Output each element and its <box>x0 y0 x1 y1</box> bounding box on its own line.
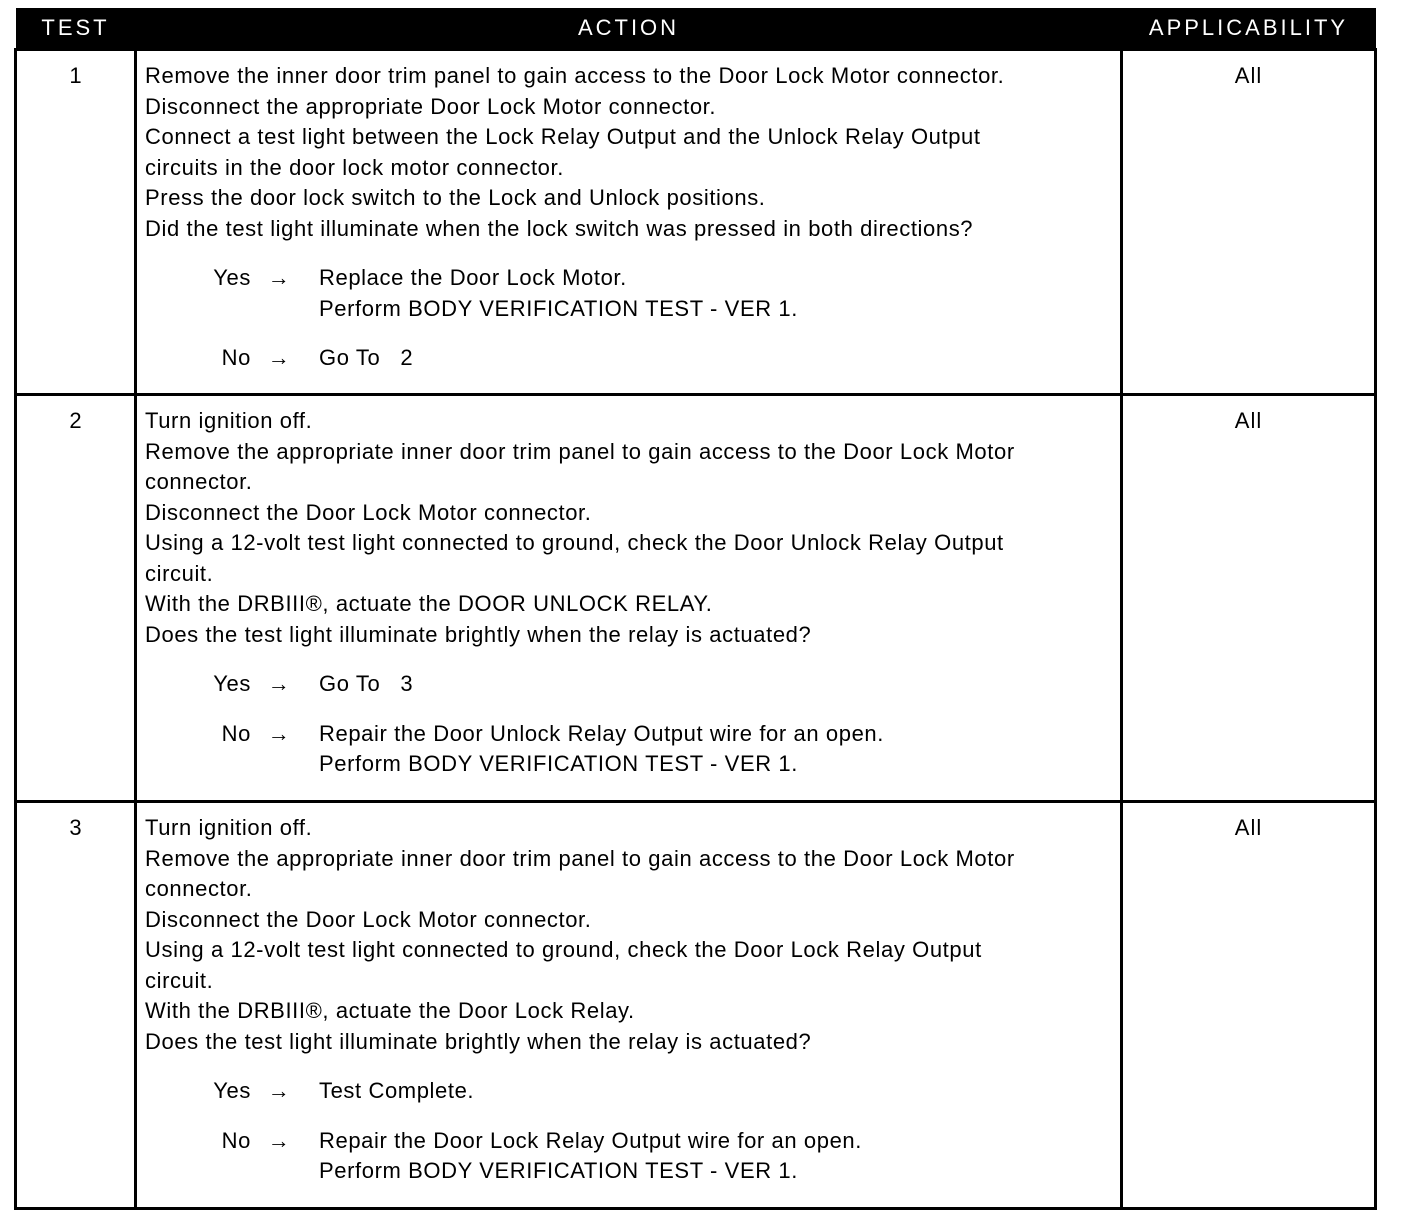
no-outcome <box>145 719 1112 780</box>
arrow-icon: → <box>267 345 291 370</box>
test-number: 2 <box>16 395 136 802</box>
action-step: connector. <box>145 876 253 901</box>
action-step: Using a 12-volt test light connected to ground, check the Door Unlock Relay Output <box>145 530 1004 555</box>
result-line: Go To 2 <box>319 345 414 370</box>
action-step: circuit. <box>145 967 214 993</box>
action-step: Connect a test light between the Lock Relay Output and the Unlock Relay Output <box>145 124 981 149</box>
arrow-icon: → <box>267 671 291 696</box>
header-applicability: APPLICABILITY <box>1148 15 1349 40</box>
action-step: Turn ignition off. <box>145 408 313 433</box>
action-step: Using a 12-volt test light connected to ground, check the Door Lock Relay Output <box>145 937 982 962</box>
action-cell <box>136 802 1122 1209</box>
yes-label: Yes <box>213 265 251 290</box>
action-cell <box>136 50 1122 395</box>
applicability-value: All <box>1122 802 1376 1209</box>
action-step: Disconnect the appropriate Door Lock Motor connector. <box>145 93 717 119</box>
yes-result <box>305 263 1112 324</box>
action-step: Remove the appropriate inner door trim panel to gain access to the Door Lock Motor <box>145 845 1015 871</box>
result-line: Repair the Door Lock Relay Output wire for an open. <box>319 1127 862 1153</box>
action-step: Press the door lock switch to the Lock and Unlock positions. <box>145 185 766 210</box>
result-line: Perform BODY VERIFICATION TEST - VER 1. <box>319 751 798 776</box>
arrow-icon: → <box>267 265 291 290</box>
arrow-icon: → <box>267 1078 291 1103</box>
no-outcome <box>145 1126 1112 1187</box>
action-step: With the DRBIII®, actuate the DOOR UNLOCK RELAY. <box>145 591 713 616</box>
action-step: Remove the appropriate inner door trim panel to gain access to the Door Lock Motor <box>145 438 1015 464</box>
no-result <box>305 1126 1112 1187</box>
arrow-icon: → <box>267 1127 291 1153</box>
no-result <box>305 719 1112 780</box>
applicability-value: All <box>1122 50 1376 395</box>
action-step: circuit. <box>145 560 214 586</box>
action-cell <box>136 395 1122 802</box>
table-row <box>16 395 1376 802</box>
no-outcome <box>145 343 1112 374</box>
action-step: Did the test light illuminate when the lock switch was pressed in both directions? <box>145 215 974 241</box>
result-line: Repair the Door Unlock Relay Output wire for an open. <box>319 720 884 746</box>
result-line: Test Complete. <box>319 1078 475 1103</box>
no-label: No <box>221 1127 251 1153</box>
result-line: Go To 3 <box>319 671 414 696</box>
action-step: Remove the inner door trim panel to gain access to the Door Lock Motor connector. <box>145 63 1005 88</box>
no-result <box>305 343 1112 374</box>
yes-label: Yes <box>213 671 251 696</box>
table-row <box>16 50 1376 395</box>
table-row <box>16 802 1376 1209</box>
yes-outcome <box>145 1076 1112 1107</box>
action-step: Does the test light illuminate brightly when the relay is actuated? <box>145 621 812 647</box>
arrow-icon: → <box>267 720 291 746</box>
applicability-value: All <box>1122 395 1376 802</box>
header-test: TEST <box>41 15 110 40</box>
diagnostic-test-table <box>14 8 1377 1210</box>
action-step: Turn ignition off. <box>145 815 313 840</box>
yes-result <box>305 1076 1112 1107</box>
action-step: Disconnect the Door Lock Motor connector. <box>145 499 592 525</box>
yes-label: Yes <box>213 1078 251 1103</box>
action-step: With the DRBIII®, actuate the Door Lock Relay. <box>145 998 635 1023</box>
action-step: connector. <box>145 469 253 494</box>
result-line: Perform BODY VERIFICATION TEST - VER 1. <box>319 1158 798 1183</box>
test-number: 3 <box>16 802 136 1209</box>
yes-outcome <box>145 669 1112 700</box>
action-step: Does the test light illuminate brightly when the relay is actuated? <box>145 1028 812 1054</box>
yes-outcome <box>145 263 1112 324</box>
header-action: ACTION <box>577 15 680 40</box>
result-line: Replace the Door Lock Motor. <box>319 265 627 290</box>
action-step: circuits in the door lock motor connector. <box>145 154 564 180</box>
test-number: 1 <box>16 50 136 395</box>
no-label: No <box>221 720 251 746</box>
no-label: No <box>221 345 251 370</box>
yes-result <box>305 669 1112 700</box>
header-row <box>16 8 1376 50</box>
result-line: Perform BODY VERIFICATION TEST - VER 1. <box>319 295 798 321</box>
action-step: Disconnect the Door Lock Motor connector. <box>145 906 592 932</box>
